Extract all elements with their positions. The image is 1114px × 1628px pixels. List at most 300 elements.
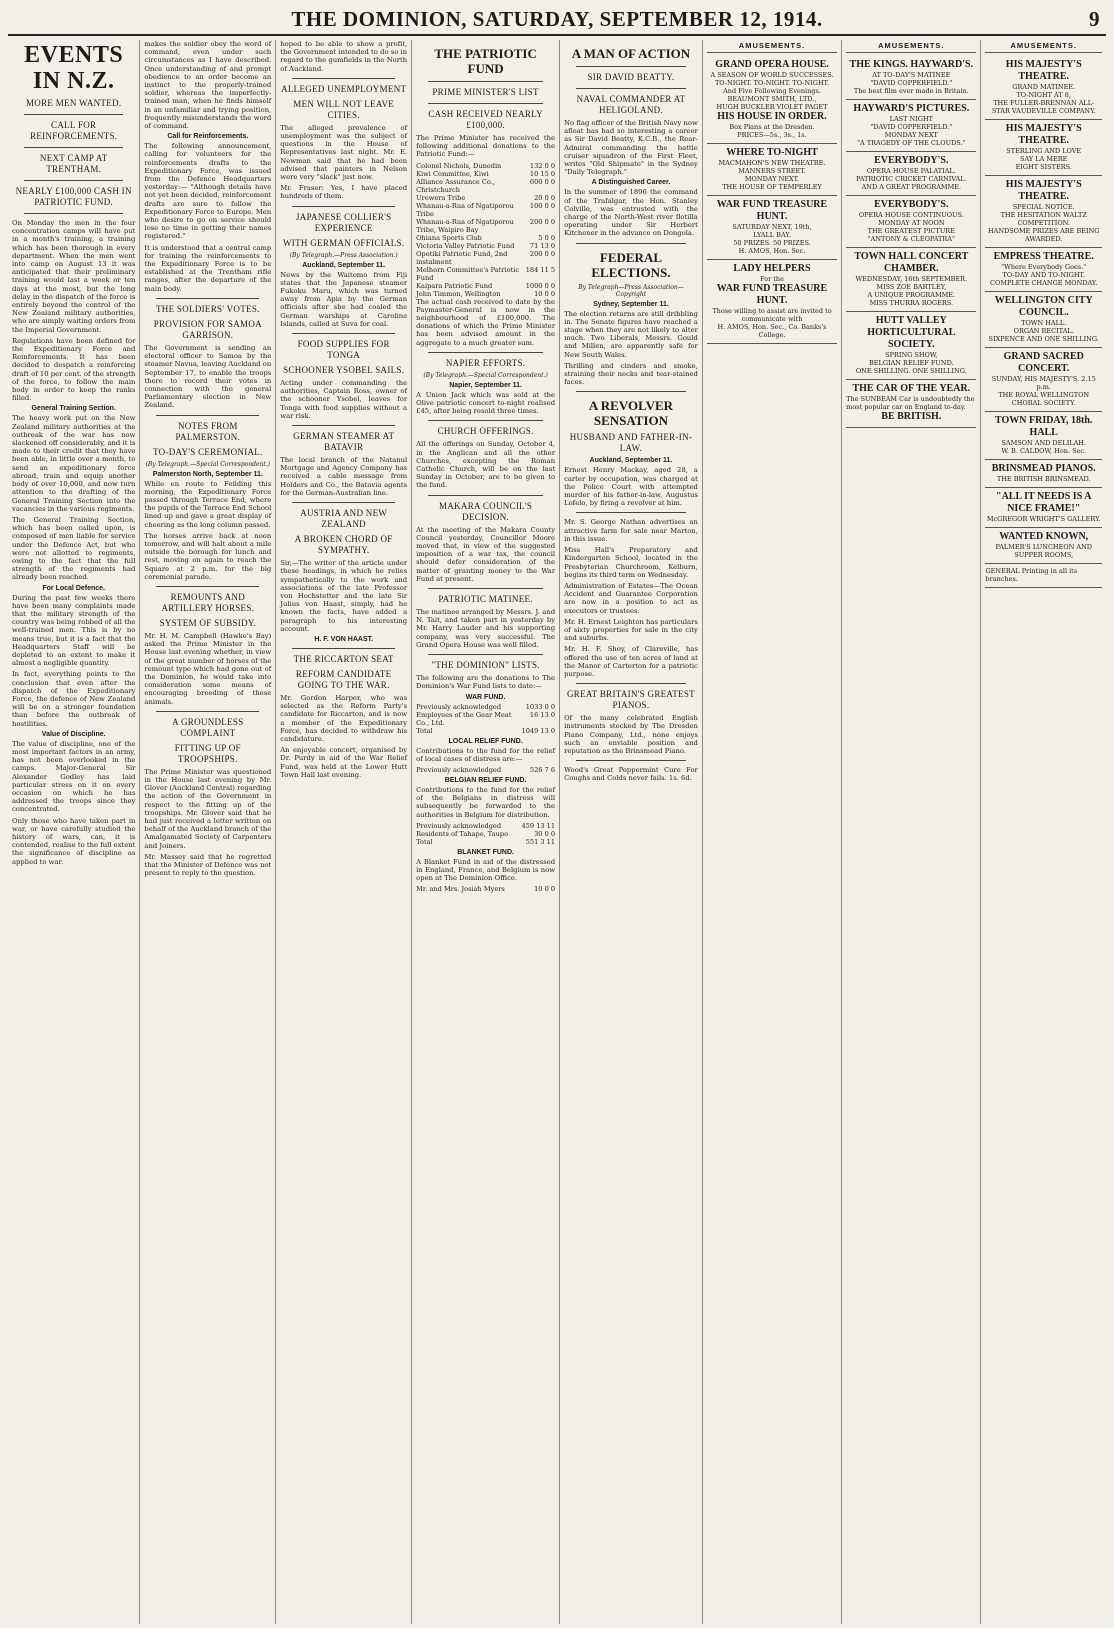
divider (428, 495, 543, 496)
advert-title: THE KINGS. HAYWARD'S. (849, 59, 974, 70)
table-row (416, 234, 555, 242)
article-subtitle: PRIME MINISTER'S LIST (432, 87, 539, 97)
row-label: Total (416, 726, 433, 735)
advert-line: "A TRAGEDY OF THE CLOUDS." (857, 139, 966, 147)
paragraph: Mr. S. George Nathan advertises an attractive farm for sale near Marton, in this issue. (564, 518, 698, 543)
row-amount: 132 0 0 (529, 161, 556, 170)
row-amount: 184 11 5 (525, 265, 556, 274)
fund-heading: BELGIAN RELIEF FUND. (444, 776, 527, 784)
article-subtitle: MEN WILL NOT LEAVE CITIES. (293, 98, 395, 120)
table-row (416, 703, 555, 711)
article-subtitle: PROVISION FOR SAMOA GARRISON. (153, 318, 262, 340)
advert-title: TOWN HALL CONCERT CHAMBER. (854, 251, 969, 274)
masthead-title: THE DOMINION, SATURDAY, SEPTEMBER 12, 1914. (291, 7, 823, 31)
advert-title: HIS MAJESTY'S THEATRE. (1005, 123, 1082, 146)
paragraph: Acting under commanding the authorities, Captain Ross, owner of the schooner Ysobel, leaves for Tonga with food supplies without a war risk. (280, 379, 408, 420)
divider (576, 88, 686, 89)
paragraph: The Prime Minister has received the following additional donations to the Patriotic Fund:— (416, 134, 556, 159)
row-label: Ohiana Sports Club (416, 233, 482, 242)
article-title: PATRIOTIC MATINEE. (438, 594, 533, 605)
divider (156, 711, 259, 712)
paragraph: It is understood that a central camp for training the reinforcements to the Expeditionary Force is to be established at the Trentham rifle ranges, after the departure of the main body. (144, 243, 272, 293)
table-row (416, 727, 555, 735)
advert-grand-opera-house (707, 56, 837, 144)
paragraph: Mr. Gordon Harper, who was selected as the Reform Party's candidate for Riccarton, and is now a member of the Expeditionary Force, has decided to withdraw his candidature. (280, 693, 408, 743)
article-title: "THE DOMINION" LISTS. (431, 660, 540, 671)
advert-title: WHERE TO-NIGHT (726, 147, 818, 158)
table-row (416, 766, 555, 774)
advert-line: STERLING AND LOVE (1006, 147, 1082, 155)
divider (292, 502, 395, 503)
advert-brinsmead (985, 460, 1102, 488)
advert-line: And Five Following Evenings. (723, 87, 821, 95)
row-amount: 10 0 0 (534, 885, 556, 894)
paragraph: Of the many celebrated English instruments stocked by The Dresden Piano Company, Ltd., none enjoys such an enviable position and reputation as the Brinsmead Piano. (564, 714, 698, 755)
fund-heading: LOCAL RELIEF FUND. (448, 737, 523, 745)
advert-wanted-known (985, 528, 1102, 564)
advert-title: GRAND SACRED CONCERT. (1003, 351, 1084, 374)
table-row (416, 830, 555, 838)
advert-line: WEDNESDAY, 16th SEPTEMBER. (855, 275, 968, 283)
row-label: Melhorn Committee's Patriotic Fund (416, 265, 520, 282)
paragraph: While en route to Feilding this morning, the Expeditionary Force passed through Terrace End, where the pupils of the Terrace End School lined up and gave a great display of cheering as the long column passed. (144, 479, 272, 529)
column-reinforcements (140, 40, 276, 1624)
column-events-in-nz (8, 40, 140, 1624)
divider (24, 180, 123, 181)
advert-kings-haywards (846, 56, 976, 100)
article-title: GERMAN STEAMER AT BATAVIR (293, 431, 395, 453)
advert-line: SUNDAY, HIS MAJESTY'S. 2.15 p.m. (991, 375, 1096, 391)
dateline: Auckland, September 11. (589, 457, 673, 465)
row-label: Previously acknowledged (416, 765, 502, 774)
advert-printing (985, 564, 1102, 588)
paragraph: A Union Jack which was sold at the Olive patriotic concert to-night realised £45, after being resold three times. (416, 390, 556, 416)
paragraph: Wood's Great Peppermint Cure For Coughs and Colds never fails. 1s. 6d. (564, 766, 698, 783)
row-label: Opotiki Patriotic Fund, 2nd instalment (416, 249, 508, 266)
row-label: Urewera Tribe (416, 193, 466, 202)
row-label: Alliance Assurance Co., Christchurch (416, 177, 495, 194)
advert-title: EMPRESS THEATRE. (993, 251, 1094, 262)
divider (576, 243, 686, 244)
paragraph: The Government is sending an electoral officer to Samoa by the steamer Navua, leaving Auckland on September 17, to enable the troops there to record their votes in connection with the general Parliamentary election in New Zealand. (144, 343, 272, 410)
advert-line: SAY LA MERE (1020, 155, 1068, 163)
article-title: THE PATRIOTIC FUND (434, 46, 537, 76)
row-label: Kiwi Committee, Kiwi (416, 169, 489, 178)
divider (576, 66, 686, 67)
advert-line: GRAND MATINEE. (1012, 83, 1076, 91)
table-row (416, 711, 555, 727)
row-amount: 200 0 0 (529, 217, 556, 226)
paragraph: Miss Hall's Preparatory and Kindergarten School, located in the Presbyterian Churchroom, Kelburn, begins its third term on Wednesday. (564, 546, 698, 579)
advert-title: HIS MAJESTY'S THEATRE. (1005, 179, 1082, 202)
column-patriotic-fund (412, 40, 560, 1624)
advert-line: MONDAY AT NOON (878, 219, 945, 227)
advert-line: A UNIQUE PROGRAMME. (867, 291, 956, 299)
advert-line: HUGH BUCKLER VIOLET PAGET (716, 103, 828, 111)
table-row (416, 822, 555, 830)
divider (292, 425, 395, 426)
advert-title: THE CAR OF THE YEAR. (852, 383, 971, 394)
paragraph: A Blanket Fund in aid of the distressed in England, France, and Belgium is now open at The Dominion Office. (416, 857, 556, 883)
advert-line: W. B. CALDOW, Hon. Sec. (1001, 447, 1087, 455)
advert-title: WELLINGTON CITY COUNCIL. (994, 295, 1093, 318)
row-amount: 600 0 0 (529, 177, 556, 186)
advert-line: LYALL BAY. (753, 231, 791, 239)
paragraph: At the meeting of the Makara County Council yesterday, Councillor Moore moved that, in view of the suggested imposition of a war tax, the council should defer consideration of the matter of granting money to the War Fund at present. (416, 525, 556, 583)
paragraph: The actual cash received to date by the Paymaster-General is now in the neighbourhood of £100,000. The donations of which the Prime Minister has been advised amount in the aggregate to a much greater sum. (416, 297, 556, 347)
table-row (416, 162, 555, 170)
advert-title: WANTED KNOWN, (999, 531, 1089, 542)
advert-line: The best film ever made in Britain. (853, 87, 969, 95)
amusements-header: AMUSEMENTS. (846, 41, 976, 53)
advert-line: OPERA HOUSE PALATIAL. (866, 167, 956, 175)
advert-line: MISS THURRA ROGERS. (869, 299, 954, 307)
advert-line: THE ROYAL WELLINGTON CHORAL SOCIETY. (998, 391, 1090, 407)
advert-line: TOWN HALL. (1021, 319, 1067, 327)
advert-title: TOWN FRIDAY, 18th. HALL (995, 415, 1093, 438)
paragraph: The General Training Section, which has been called upon, is composed of men liable for service under the Defence Act, but who were not allotted to regiments, owing to the fact that the full strength of the regiments had already been reached. (12, 515, 136, 582)
fund-heading: WAR FUND. (465, 693, 506, 701)
advert-line: MISS ZOE BARTLEY, (876, 283, 947, 291)
paragraph: All the offerings on Sunday, October 4, in the Anglican and all the other Churches, excepting the Roman Catholic Church, will be on the last Sunday in October, are to be given to the fund. (416, 440, 556, 490)
advert-title: WAR FUND TREASURE HUNT. (716, 199, 828, 222)
advert-line: MONDAY NEXT (884, 131, 938, 139)
row-label: Residents of Tahape, Taupo (416, 829, 509, 838)
table-row (416, 178, 555, 194)
row-amount: 10 0 0 (534, 289, 556, 298)
advert-title: GENERAL Printing in all its branches. (985, 567, 1078, 583)
dateline: Napier, September 11. (449, 381, 522, 389)
columns (8, 40, 1106, 1624)
paragraph: Thrilling and cinders and smoke, straining their necks and tear-stained faces. (564, 361, 698, 387)
paragraph: Only those who have taken part in war, or have carefully studied the history of wars, can, it is contended, realise to the full extent the significance of discipline as applied to war. (12, 816, 136, 866)
advert-line: HIS HOUSE IN ORDER. (717, 111, 827, 122)
advert-line: TO-NIGHT AT 8, (1016, 91, 1071, 99)
row-amount: 16 13 0 (529, 710, 556, 719)
row-label: Previously acknowledged (416, 702, 502, 711)
advert-title: EVERYBODY'S. (874, 155, 949, 166)
paragraph: In the summer of 1896 the command of the Trafalgar, the Hon. Stanley Colville, was entrusted with the charge of the North-West river flotilla operating under Sir Herbert Kitchener in the advance on Dongola. (564, 188, 698, 238)
paragraph: Mr. H. M. Campbell (Hawke's Bay) asked the Prime Minister in the House last evening whether, in view of the great number of horses of the remount type which had gone out of the Dominion, he would take into consideration some means of encouraging breeding of these animals. (144, 631, 272, 706)
divider (576, 683, 686, 684)
article-subtitle: CASH RECEIVED NEARLY £100,000. (428, 109, 543, 130)
advert-line: 50 PRIZES. 50 PRIZES. (733, 239, 811, 247)
page-number: 9 (1089, 7, 1100, 31)
advert-line: PATRIOTIC CRICKET CARNIVAL. (855, 175, 967, 183)
row-amount: 30 0 0 (534, 829, 556, 838)
advert-treasure-hunt (707, 196, 837, 260)
article-title: THE SOLDIERS' VOTES. (155, 303, 260, 314)
advert-line: "Where Everybody Goes." (1001, 263, 1087, 271)
belgian-fund-table (416, 822, 555, 846)
paragraph: makes the soldier obey the word of command, even under such circumstances as I have described. Once understanding of and prompt obedience to an order become an instinct to the properly-trained soldier, whereas the imperfectly-trained man, when he finds himself in an unfamiliar and trying position, frequently misunderstands the word of command. (144, 40, 272, 131)
blanket-fund-table (416, 885, 555, 893)
advert-line: TO-DAY AND TO-NIGHT. (1002, 271, 1085, 279)
section-heading: A Distinguished Career. (591, 179, 671, 187)
advert-line: SATURDAY NEXT, 19th, (732, 223, 812, 231)
row-label: Whanau-a-Rua of Ngatiporou Tribe, Waipiro Bay (416, 217, 514, 234)
paragraph: Administration of Estates—The Ocean Accident and Guarantee Corporation are now in a position to act as executors or trustees. (564, 581, 698, 615)
article-subtitle: TO-DAY'S CEREMONIAL. (153, 446, 263, 457)
amusements-header: AMUSEMENTS. (985, 41, 1102, 53)
advert-line: COMPLETE CHANGE MONDAY. (990, 279, 1098, 287)
table-row (416, 202, 555, 218)
advert-title: LADY HELPERS (733, 263, 811, 274)
article-subtitle: WITH GERMAN OFFICIALS. (283, 237, 405, 248)
row-label: Kaipara Patriotic Fund (416, 281, 493, 290)
row-amount: 1000 0 0 (525, 281, 556, 290)
amusements-header: AMUSEMENTS. (707, 41, 837, 53)
article-subtitle: NAVAL COMMANDER AT HELIGOLAND. (576, 94, 686, 115)
article-title: NOTES FROM PALMERSTON. (175, 420, 241, 442)
section-heading: General Training Section. (31, 405, 116, 413)
advert-haywards-pictures (846, 100, 976, 152)
article-title: GREAT BRITAIN'S GREATEST PIANOS. (566, 689, 695, 711)
divider (576, 760, 686, 761)
paragraph: No flag officer of the British Navy now afloat has had so interesting a career as Sir David Beatty, K.C.B., the Rear-Admiral commanding the battle cruiser squadron of the First Fleet, writes "Old Shipmate" in the Sydney "Daily Telegraph." (564, 119, 698, 177)
row-label: Whanau-a-Rua of Ngatiporou Tribe (416, 201, 514, 218)
article-title: A REVOLVER SENSATION (588, 398, 674, 429)
column-amusements-2 (842, 40, 981, 1624)
paragraph: During the past few weeks there have been many complaints made that the military strength of the country was being robbed of all the well-trained men. This is by no means true, but it is a fact that the Headquarters Staff will be depleted to an extent to make it almost a negligible quantity. (12, 593, 136, 668)
masthead (8, 4, 1106, 36)
article-subtitle: A BROKEN CHORD OF SYMPATHY. (294, 534, 393, 556)
paragraph: The alleged prevalence of unemployment was the subject of questions in the House of Representatives last night. Mr. E. Newman said that he had been advised that painters in Nelson were very "slack" just now. (280, 123, 408, 182)
row-amount: 5 0 0 (538, 233, 556, 242)
advert-hutt-valley (846, 312, 976, 380)
paragraph: News by the Waitomo from Fiji states that the Japanese steamer Fukoku Maru, which was turned away from Apia by the German officials after she had coaled the German warships at Caroline Islands, called at Suva for coal. (280, 270, 408, 328)
table-row (416, 194, 555, 202)
article-title: FEDERAL ELECTIONS. (591, 249, 671, 280)
paragraph: Ernest Henry Mackay, aged 28, a carter by occupation, was charged at the Police Court with attempted murder of his father-in-law, Augustus Lofelo, by firing a revolver at him. (564, 466, 698, 508)
dateline: Auckland, September 11. (302, 261, 386, 269)
relief-fund-table (416, 766, 555, 774)
column-unemployment (276, 40, 412, 1624)
advert-his-majestys-2 (985, 120, 1102, 176)
article-subheading: MORE MEN WANTED. (26, 98, 122, 108)
advert-line: Those willing to assist are invited to communicate with (712, 307, 832, 323)
byline: By Telegraph—Press Association—Copyright (578, 283, 684, 298)
byline: (By Telegraph.—Press Association.) (289, 251, 398, 259)
article-title: FOOD SUPPLIES FOR TONGA (297, 339, 390, 361)
advert-line: BEAUMONT SMITH, LTD., (727, 95, 817, 103)
section-heading: For Local Defence. (42, 584, 106, 592)
advert-town-hall-concert (846, 248, 976, 312)
divider (156, 586, 259, 587)
article-subtitle: SIR DAVID BEATTY. (587, 72, 675, 82)
fund-heading: BLANKET FUND. (457, 848, 514, 856)
article-subtitle: REFORM CANDIDATE GOING TO THE WAR. (295, 668, 392, 690)
divider (292, 78, 395, 79)
divider (428, 103, 543, 104)
advert-line: THE GREATEST PICTURE (867, 227, 955, 235)
paragraph: Mr. H. Ernest Leighton has particulars of sixty properties for sale in the city and suburbs. (564, 617, 698, 643)
column-amusements-3 (981, 40, 1106, 1624)
table-row (416, 242, 555, 250)
advert-line: "DAVID COPPERFIELD." (870, 79, 953, 87)
article-subtitle: SCHOONER YSOBEL SAILS. (283, 365, 405, 376)
row-amount: 1033 0 0 (525, 702, 556, 711)
paragraph: In fact, everything points to the conclusion that even after the dispatch of the Expeditionary Force, the defence of New Zealand will be on a stronger foundation than before the outbreak of hostilities. (12, 670, 136, 728)
dateline: Palmerston North, September 11. (152, 470, 263, 478)
paragraph: The local branch of the Natanul Mortgage and Agency Company has received a cable message from Holders and Co., the Batavia agents for the German-Australian line. (280, 456, 408, 497)
paragraph: The horses arrive back at noon tomorrow, and will halt about a mile outside the borough for lunch and rest, moving on again to reach the Square at 2 p.m. for the big ceremonial parade. (144, 531, 272, 581)
article-title: A GROUNDLESS COMPLAINT (172, 716, 244, 738)
article-title: MAKARA COUNCIL'S DECISION. (439, 500, 533, 522)
column-man-of-action (560, 40, 703, 1624)
paragraph: Contributions to the fund for the relief of the Belgians in distress will subsequently be forwarded to the authorities in Belgium for distribution. (416, 785, 556, 819)
advert-his-majestys-1 (985, 56, 1102, 120)
advert-line: "DAVID COPPERFIELD." (870, 123, 953, 131)
paragraph: The following are the donations to The Dominion's War Fund lists to date:— (416, 674, 556, 691)
row-amount: 10 15 0 (529, 169, 556, 178)
advert-line: MANNERS STREET. (738, 167, 806, 175)
row-amount: 1049 13 0 (521, 726, 556, 735)
table-row (416, 218, 555, 234)
advert-line: AT TO-DAY'S MATINEE (872, 71, 951, 79)
table-row (416, 282, 555, 290)
divider (292, 206, 395, 207)
advert-line: SAMSON AND DELILAH. (1001, 439, 1087, 447)
advert-line: SPRING SHOW, (885, 351, 938, 359)
row-label: Previously acknowledged (416, 821, 502, 830)
section-heading: Value of Discipline. (41, 730, 106, 738)
advert-line: THE HOUSE OF TEMPERLEY (722, 183, 822, 191)
advert-line: ONE SHILLING. ONE SHILLING. (855, 367, 967, 375)
row-amount: 459 13 11 (521, 821, 556, 830)
divider (24, 114, 123, 115)
war-fund-table (416, 703, 555, 735)
advert-everybodys-1 (846, 152, 976, 196)
advert-title: HIS MAJESTY'S THEATRE. (1005, 59, 1082, 82)
advert-title: "ALL IT NEEDS IS A NICE FRAME!" (996, 491, 1092, 514)
divider (156, 415, 259, 416)
advert-line: TO-NIGHT. TO-NIGHT. TO-NIGHT. (714, 79, 830, 87)
article-subtitle: FITTING UP OF TROOPSHIPS. (174, 742, 241, 764)
row-label: Mr. and Mrs. Josiah Myers (416, 885, 505, 894)
paragraph: The following announcement, calling for volunteers for the reinforcements drafts to the Expeditionary Force, was issued from the Defence Headquarters yesterday:— "Although details have not yet been decided, reinforcement drafts are sure to follow the Expeditionary Force to Europe. Men who desire to go on service should lose no time in getting their names registered." (144, 142, 272, 241)
paragraph: The election returns are still dribbling in. The Senate figures have reached a stage when they are not likely to alter much. Two Liberals, Messrs. Gould and Millen, are apparently safe for New South Wales. (564, 309, 698, 359)
donations-table (416, 162, 555, 298)
divider (292, 648, 395, 649)
advert-line: HANDSOME PRIZES ARE BEING AWARDED. (987, 227, 1100, 243)
advert-line: H. AMOS, Hon. Sec., Co. Banks's College. (717, 323, 827, 339)
advert-line: OPERA HOUSE CONTINUOUS. (858, 211, 964, 219)
advert-line: THE HESITATION WALTZ COMPETITION. (1000, 211, 1087, 227)
advert-line: A SEASON OF WORLD SUCCESSES. (710, 71, 834, 79)
advert-line: For the (760, 275, 784, 283)
advert-line: WAR FUND TREASURE HUNT. (716, 283, 828, 306)
paragraph: On Monday the men in the four concentration camps will have put in a month's training, a training which has been thorough in every department. When the men went into camp on August 13 it was anticipated that their preliminary training would last a week or ten days at the most, but the long delay in the dispatch of the force is entirely beyond the control of the New Zealand military authorities, who are simply waiting orders from the Imperial Government. (12, 219, 136, 334)
divider (428, 81, 543, 82)
advert-line: MACMAHON'S NEW THEATRE. (718, 159, 826, 167)
divider (24, 213, 123, 214)
advert-line: McGREGOR WRIGHT'S GALLERY. (986, 515, 1101, 523)
column-amusements-1 (703, 40, 842, 1624)
advert-city-council (985, 292, 1102, 348)
advert-samson-delilah (985, 412, 1102, 460)
paragraph: Sir,—The writer of the article under these headings, in which he relies sympathetically to the work and associations of the late Professor von Hochstetter and the late Sir Julius von Haast, simply, had he known the facts, have added a paragraph to his interesting account. (280, 559, 408, 633)
advert-line: EIGHT SISTERS. (1015, 163, 1072, 171)
article-subheading: NEARLY £100,000 CASH IN PATRIOTIC FUND. (15, 186, 132, 207)
advert-title: GRAND OPERA HOUSE. (715, 59, 829, 70)
advert-line: SIXPENCE AND ONE SHILLING. (988, 335, 1099, 343)
advert-lady-helpers (707, 260, 837, 344)
row-amount: 20 0 0 (534, 193, 556, 202)
divider (428, 352, 543, 353)
divider (576, 391, 686, 392)
table-row (416, 250, 555, 266)
byline: (By Telegraph.—Special Correspondent.) (145, 460, 271, 468)
advert-line: Box Plans at the Dresden. (729, 123, 815, 131)
advert-frames (985, 488, 1102, 528)
advert-title: BRINSMEAD PIANOS. (991, 463, 1096, 474)
divider (428, 420, 543, 421)
row-amount: 551 3 11 (525, 837, 556, 846)
advert-sunbeam-car (846, 380, 976, 428)
advert-line: The SUNBEAM Car is undoubtedly the most popular car on England to-day. (846, 395, 975, 411)
advert-line: THE FULLER-BRENNAN ALL-STAR VAUDEVILLE COMPANY. (991, 99, 1096, 115)
advert-everybodys-2 (846, 196, 976, 248)
divider (576, 512, 686, 513)
article-subheading: NEXT CAMP AT TRENTHAM. (39, 153, 108, 174)
advert-line: "ANTONY & CLEOPATRA" (867, 235, 955, 243)
article-title: ALLEGED UNEMPLOYMENT (281, 83, 407, 94)
table-row (416, 290, 555, 298)
table-row (416, 266, 555, 282)
advert-title: HUTT VALLEY HORTICULTURAL SOCIETY. (867, 315, 956, 350)
row-amount: 200 0 0 (529, 249, 556, 258)
table-row (416, 885, 555, 893)
row-label: Victoria Valley Patriotic Fund (416, 241, 515, 250)
advert-line: ORGAN RECITAL. (1013, 327, 1074, 335)
divider (156, 298, 259, 299)
article-subheading: CALL FOR REINFORCEMENTS. (30, 120, 118, 141)
divider (292, 333, 395, 334)
advert-line: PALMER'S LUNCHEON AND SUPPER ROOMS, (995, 543, 1093, 559)
advert-line: AND A GREAT PROGRAMME. (861, 183, 962, 191)
advert-macmahons (707, 144, 837, 196)
row-label: Employees of the Gear Meat Co., Ltd. (416, 710, 512, 727)
article-title: AUSTRIA AND NEW ZEALAND (300, 508, 388, 530)
advert-line: BE BRITISH. (881, 411, 942, 422)
article-title: CHURCH OFFERINGS. (437, 426, 534, 437)
byline: (By Telegraph.—Special Correspondent.) (423, 371, 548, 379)
paragraph: The heavy work put on the New Zealand military authorities at the outbreak of the war has now slackened off considerably, and it is made to their credit that they have been able, in little over a month, to send an expeditionary force abroad, train and equip another body of over 10,000, and now turn attention to the drafting of the General Training Section into the vacancies in the various regiments. (12, 414, 136, 513)
advert-line: THE BRITISH BRINSMEAD. (996, 475, 1091, 483)
advert-empress-theatre (985, 248, 1102, 292)
signature: H. F. VON HAAST. (314, 635, 374, 643)
divider (24, 147, 123, 148)
article-title: JAPANESE COLLIER'S EXPERIENCE (295, 211, 392, 233)
table-row (416, 170, 555, 178)
dateline: Sydney, September 11. (593, 300, 669, 308)
advert-line: PRICES—5s., 3s., 1s. (737, 131, 807, 139)
paragraph: Mr. H. F. Shoy, of Clareville, has offered the use of ten acres of land at the Manor of Carterton for a patriotic purpose. (564, 645, 698, 678)
advert-line: MONDAY NEXT. (744, 175, 800, 183)
row-label: Colonel Nichols, Dunedin (416, 161, 502, 170)
paragraph: Mr. Massey said that he regretted that the Minister of Defence was not present to reply to the question. (144, 852, 272, 878)
paragraph: Regulations have been defined for the Expeditionary Force and Reinforcements. It has been decided to despatch a reinforcing draft of 10 per cent. of the strength of the force, to follow the main body in order to keep the ranks filled. (12, 336, 136, 403)
advert-sacred-concert (985, 348, 1102, 412)
article-title: REMOUNTS AND ARTILLERY HORSES. (161, 591, 255, 613)
advert-line: H. AMOS, Hon. Sec. (738, 247, 806, 255)
row-amount: 526 7 6 (529, 765, 556, 774)
row-label: John Timmon, Wellington (416, 289, 501, 298)
divider (428, 588, 543, 589)
paragraph: hoped to be able to show a profit, the Government intended to do so in regard to the gumfields in the North of Auckland. (280, 40, 408, 73)
row-amount: 100 0 0 (529, 201, 556, 210)
